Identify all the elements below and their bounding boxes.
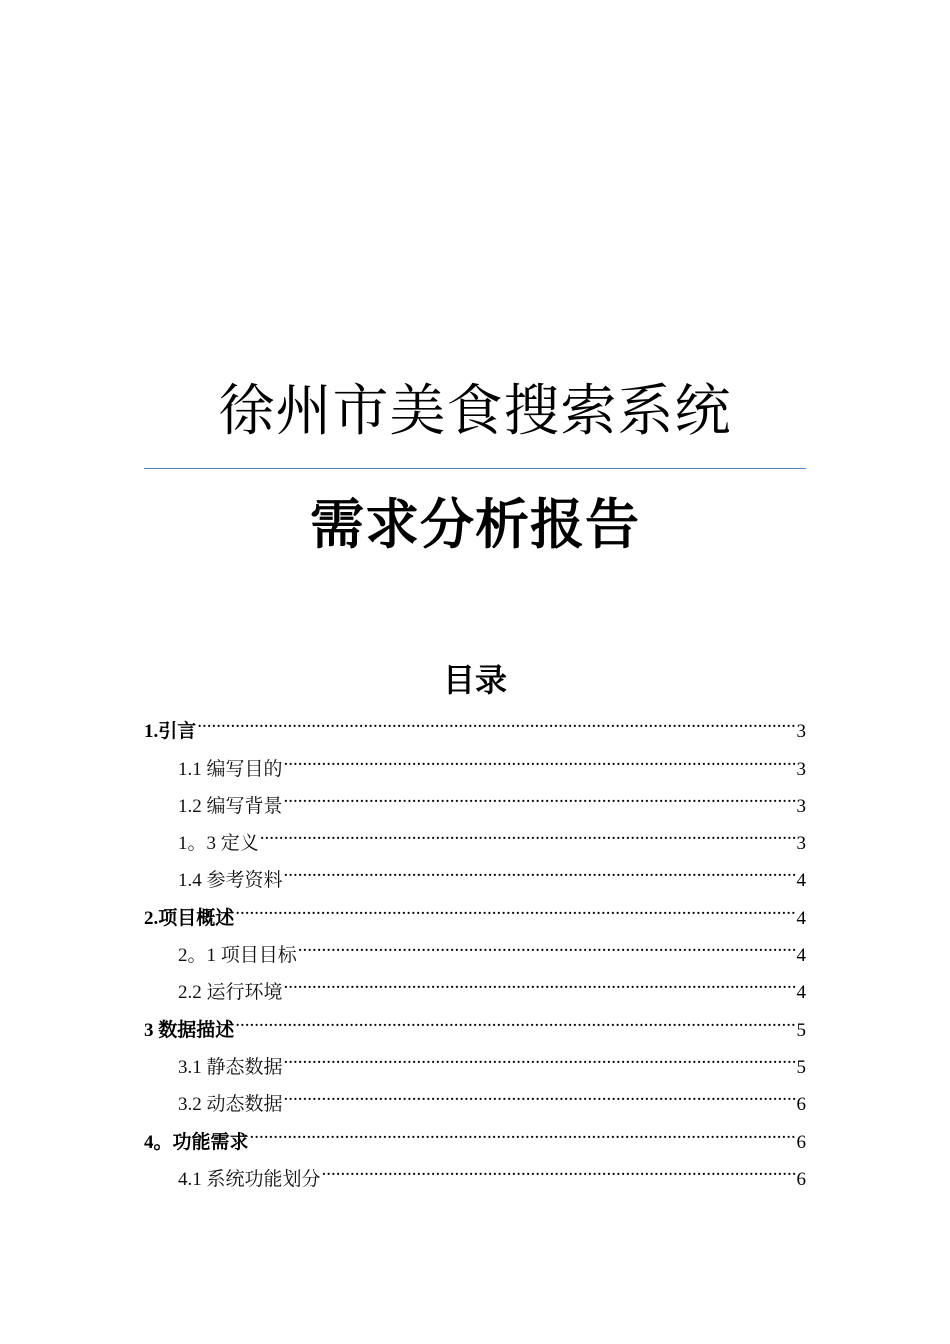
toc-page-number: 3 xyxy=(796,758,806,780)
toc-heading: 目录 xyxy=(442,661,507,699)
toc-entry[interactable] xyxy=(144,998,806,1041)
toc-entry-label: 3.2 动态数据 xyxy=(178,1094,283,1116)
toc-entry-label: 1.4 参考资料 xyxy=(178,870,283,892)
toc-page-number: 4 xyxy=(796,870,806,892)
toc-dot-leader xyxy=(284,1073,796,1110)
toc-dot-leader xyxy=(284,737,796,774)
document-subtitle: 需求分析报告 xyxy=(310,493,640,556)
toc-entry-label: 3.1 静态数据 xyxy=(178,1056,283,1078)
toc-entry-label: 2.项目概述 xyxy=(144,907,235,929)
toc-page-number: 6 xyxy=(796,1094,806,1116)
toc-entry[interactable] xyxy=(144,1036,806,1078)
toc-dot-leader xyxy=(197,700,795,737)
toc-page-number: 5 xyxy=(796,1056,806,1078)
toc-dot-leader xyxy=(298,924,796,961)
table-of-contents xyxy=(144,700,806,1190)
toc-entry-label: 2。1 项目目标 xyxy=(178,945,297,967)
toc-entry[interactable] xyxy=(144,924,806,967)
toc-entry-label: 1.1 编写目的 xyxy=(178,758,283,780)
toc-entry-label: 2.2 运行环境 xyxy=(178,982,283,1004)
toc-page-number: 4 xyxy=(796,907,806,929)
toc-entry-label: 1.2 编写背景 xyxy=(178,795,283,817)
toc-page-number: 3 xyxy=(796,721,806,743)
toc-page-number: 4 xyxy=(796,945,806,967)
toc-entry-label: 3 数据描述 xyxy=(144,1019,235,1041)
toc-entry-label: 1.引言 xyxy=(144,721,197,743)
title-divider xyxy=(144,468,806,469)
toc-entry[interactable] xyxy=(144,700,806,743)
toc-entry-label: 4.1 系统功能划分 xyxy=(178,1168,321,1190)
toc-dot-leader xyxy=(235,886,795,923)
toc-dot-leader xyxy=(250,1110,796,1147)
toc-dot-leader xyxy=(322,1148,796,1185)
toc-dot-leader xyxy=(235,998,795,1035)
toc-dot-leader xyxy=(284,961,796,998)
toc-page-number: 6 xyxy=(796,1131,806,1153)
toc-page-number: 6 xyxy=(796,1168,806,1190)
toc-entry[interactable] xyxy=(144,886,806,929)
toc-page-number: 5 xyxy=(796,1019,806,1041)
toc-page-number: 4 xyxy=(796,982,806,1004)
toc-dot-leader xyxy=(284,1036,796,1073)
toc-dot-leader xyxy=(284,849,796,886)
toc-entry-label: 4。功能需求 xyxy=(144,1131,249,1153)
document-title: 徐州市美食搜索系统 xyxy=(218,379,732,444)
toc-page-number: 3 xyxy=(796,833,806,855)
toc-dot-leader xyxy=(260,812,796,849)
toc-entry[interactable] xyxy=(144,737,806,780)
toc-dot-leader xyxy=(284,775,796,812)
toc-entry-label: 1。3 定义 xyxy=(178,833,259,855)
toc-page-number: 3 xyxy=(796,795,806,817)
